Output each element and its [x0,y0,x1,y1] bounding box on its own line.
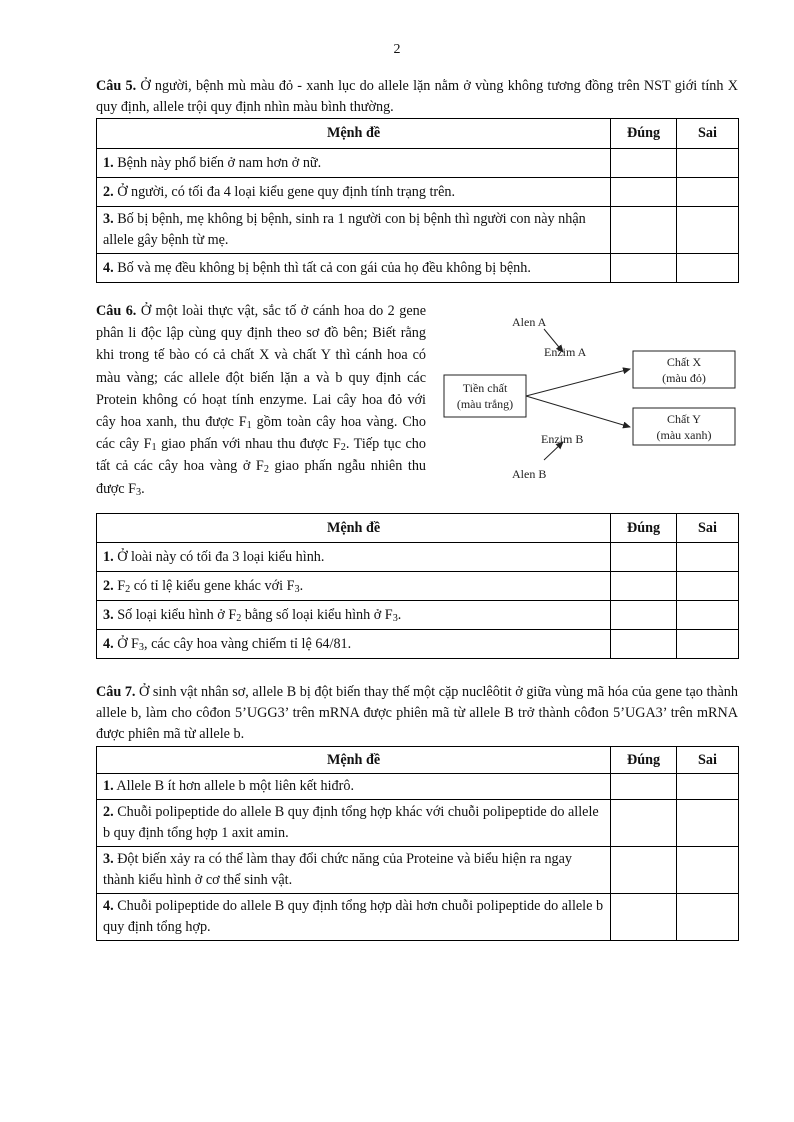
false-answer-cell[interactable] [677,178,739,207]
table-row [97,543,739,572]
true-answer-cell[interactable] [611,800,677,847]
question-7-table [96,746,739,941]
arrow-to-substance-x [526,369,630,396]
table-row [97,149,739,178]
false-answer-cell[interactable] [677,800,739,847]
true-answer-cell[interactable] [611,894,677,941]
header-true: Đúng [611,747,677,774]
substance-x-color-label: (màu đỏ) [662,371,706,385]
table-row [97,894,739,941]
true-answer-cell[interactable] [611,847,677,894]
question-6-text: Câu 6. Ở một loài thực vật, sắc tố ở cánh hoa do 2 gene phân li độc lập cùng quy định theo sơ đồ bên; Biết rằng khi trong tế bào có cả chất X và chất Y thì cánh hoa có màu vàng; các allele đột biến lặn a và b quy định các Protein không có hoạt tính enzyme. Lai cây hoa đỏ với cây hoa xanh, thu được $F_1$ gồm toàn cây hoa vàng. Cho các cây $F_1$ giao phấn với nhau thu được $F_2$. Tiếp tục cho tất cả các cây hoa vàng ở $F_2$ giao phấn ngẫu nhiên thu được $F_3$. [96,303,427,498]
statement-cell: 3. Đột biến xảy ra có thể làm thay đổi chức năng của Proteine và biểu hiện ra ngay thành kiểu hình ở cơ thể sinh vật. [97,847,611,894]
true-answer-cell[interactable] [611,572,677,601]
true-answer-cell[interactable] [611,178,677,207]
arrow-to-substance-y [526,396,630,427]
true-answer-cell[interactable] [611,774,677,800]
statement-cell: 2. Chuỗi polipeptide do allele B quy định tổng hợp khác với chuỗi polipeptide do allele b quy định tổng hợp 1 axit amin. [97,800,611,847]
false-answer-cell[interactable] [677,894,739,941]
false-answer-cell[interactable] [677,774,739,800]
table-header-row [97,514,739,543]
false-answer-cell[interactable] [677,572,739,601]
table-row [97,601,739,630]
table-row [97,178,739,207]
statement-cell: 1. Allele B ít hơn allele b một liên kết hiđrô. [97,774,611,800]
statement-cell: 2. $F_2$ có tỉ lệ kiểu gene khác với $F_3$. [97,572,611,601]
table-row [97,774,739,800]
true-answer-cell[interactable] [611,254,677,283]
false-answer-cell[interactable] [677,207,739,254]
true-answer-cell[interactable] [611,149,677,178]
question-5-text: Câu 5. Ở người, bệnh mù màu đỏ - xanh lục do allele lặn nằm ở vùng không tương đồng trên NST giới tính X quy định, allele trội quy định nhìn màu bình thường. [96,78,738,115]
true-answer-cell[interactable] [611,630,677,659]
statement-cell: 4. Ở $F_3$, các cây hoa vàng chiếm tỉ lệ 64/81. [97,630,611,659]
false-answer-cell[interactable] [677,543,739,572]
table-row [97,800,739,847]
header-true: Đúng [611,119,677,149]
header-false: Sai [677,514,739,543]
statement-cell: 4. Chuỗi polipeptide do allele B quy định tổng hợp dài hơn chuỗi polipeptide do allele b quy định tổng hợp. [97,894,611,941]
header-statement: Mệnh đề [97,119,611,149]
header-statement: Mệnh đề [97,514,611,543]
enzyme-a-label: Enzim A [544,345,587,359]
precursor-label: Tiền chất [462,381,508,395]
gene-b-label: Alen B [512,467,547,481]
header-false: Sai [677,119,739,149]
question-7-label: Câu 7. [96,684,136,700]
true-answer-cell[interactable] [611,207,677,254]
statement-cell: 4. Bố và mẹ đều không bị bệnh thì tất cả con gái của họ đều không bị bệnh. [97,254,611,283]
statement-cell: 1. Ở loài này có tối đa 3 loại kiểu hình. [97,543,611,572]
question-7-text: Câu 7. Ở sinh vật nhân sơ, allele B bị đột biến thay thế một cặp nuclêôtit ở giữa vùng mã hóa của gene tạo thành allele b, làm cho côđon 5’UGG3’ trên mRNA được phiên mã từ allele B trở thành côđon 5’UGA3’ trên mRNA được phiên mã từ allele b. [96,684,738,742]
table-row [97,207,739,254]
table-header-row [97,747,739,774]
pigment-pathway-diagram [440,305,740,487]
enzyme-b-label: Enzim B [541,432,584,446]
substance-y-color-label: (màu xanh) [656,428,712,442]
question-6-table [96,513,739,659]
true-answer-cell[interactable] [611,601,677,630]
table-row [97,847,739,894]
table-header-row [97,119,739,149]
question-5-label: Câu 5. [96,78,137,94]
statement-cell: 2. Ở người, có tối đa 4 loại kiểu gene quy định tính trạng trên. [97,178,611,207]
true-answer-cell[interactable] [611,543,677,572]
statement-cell: 3. Số loại kiểu hình ở $F_2$ bằng số loại kiểu hình ở $F_3$. [97,601,611,630]
substance-y-label: Chất Y [667,412,701,426]
substance-x-label: Chất X [666,355,702,369]
precursor-color-label: (màu trắng) [456,397,514,411]
false-answer-cell[interactable] [677,149,739,178]
question-6-label: Câu 6. [96,303,137,319]
table-row [97,630,739,659]
header-false: Sai [677,747,739,774]
page-number: 2 [393,42,401,57]
statement-cell: 3. Bố bị bệnh, mẹ không bị bệnh, sinh ra 1 người con bị bệnh thì người con này nhận allele gây bệnh từ mẹ. [97,207,611,254]
statement-cell: 1. Bệnh này phổ biến ở nam hơn ở nữ. [97,149,611,178]
question-5-table [96,118,739,283]
false-answer-cell[interactable] [677,254,739,283]
gene-a-label: Alen A [512,315,547,329]
table-row [97,254,739,283]
header-true: Đúng [611,514,677,543]
table-row [97,572,739,601]
false-answer-cell[interactable] [677,847,739,894]
false-answer-cell[interactable] [677,601,739,630]
false-answer-cell[interactable] [677,630,739,659]
header-statement: Mệnh đề [97,747,611,774]
